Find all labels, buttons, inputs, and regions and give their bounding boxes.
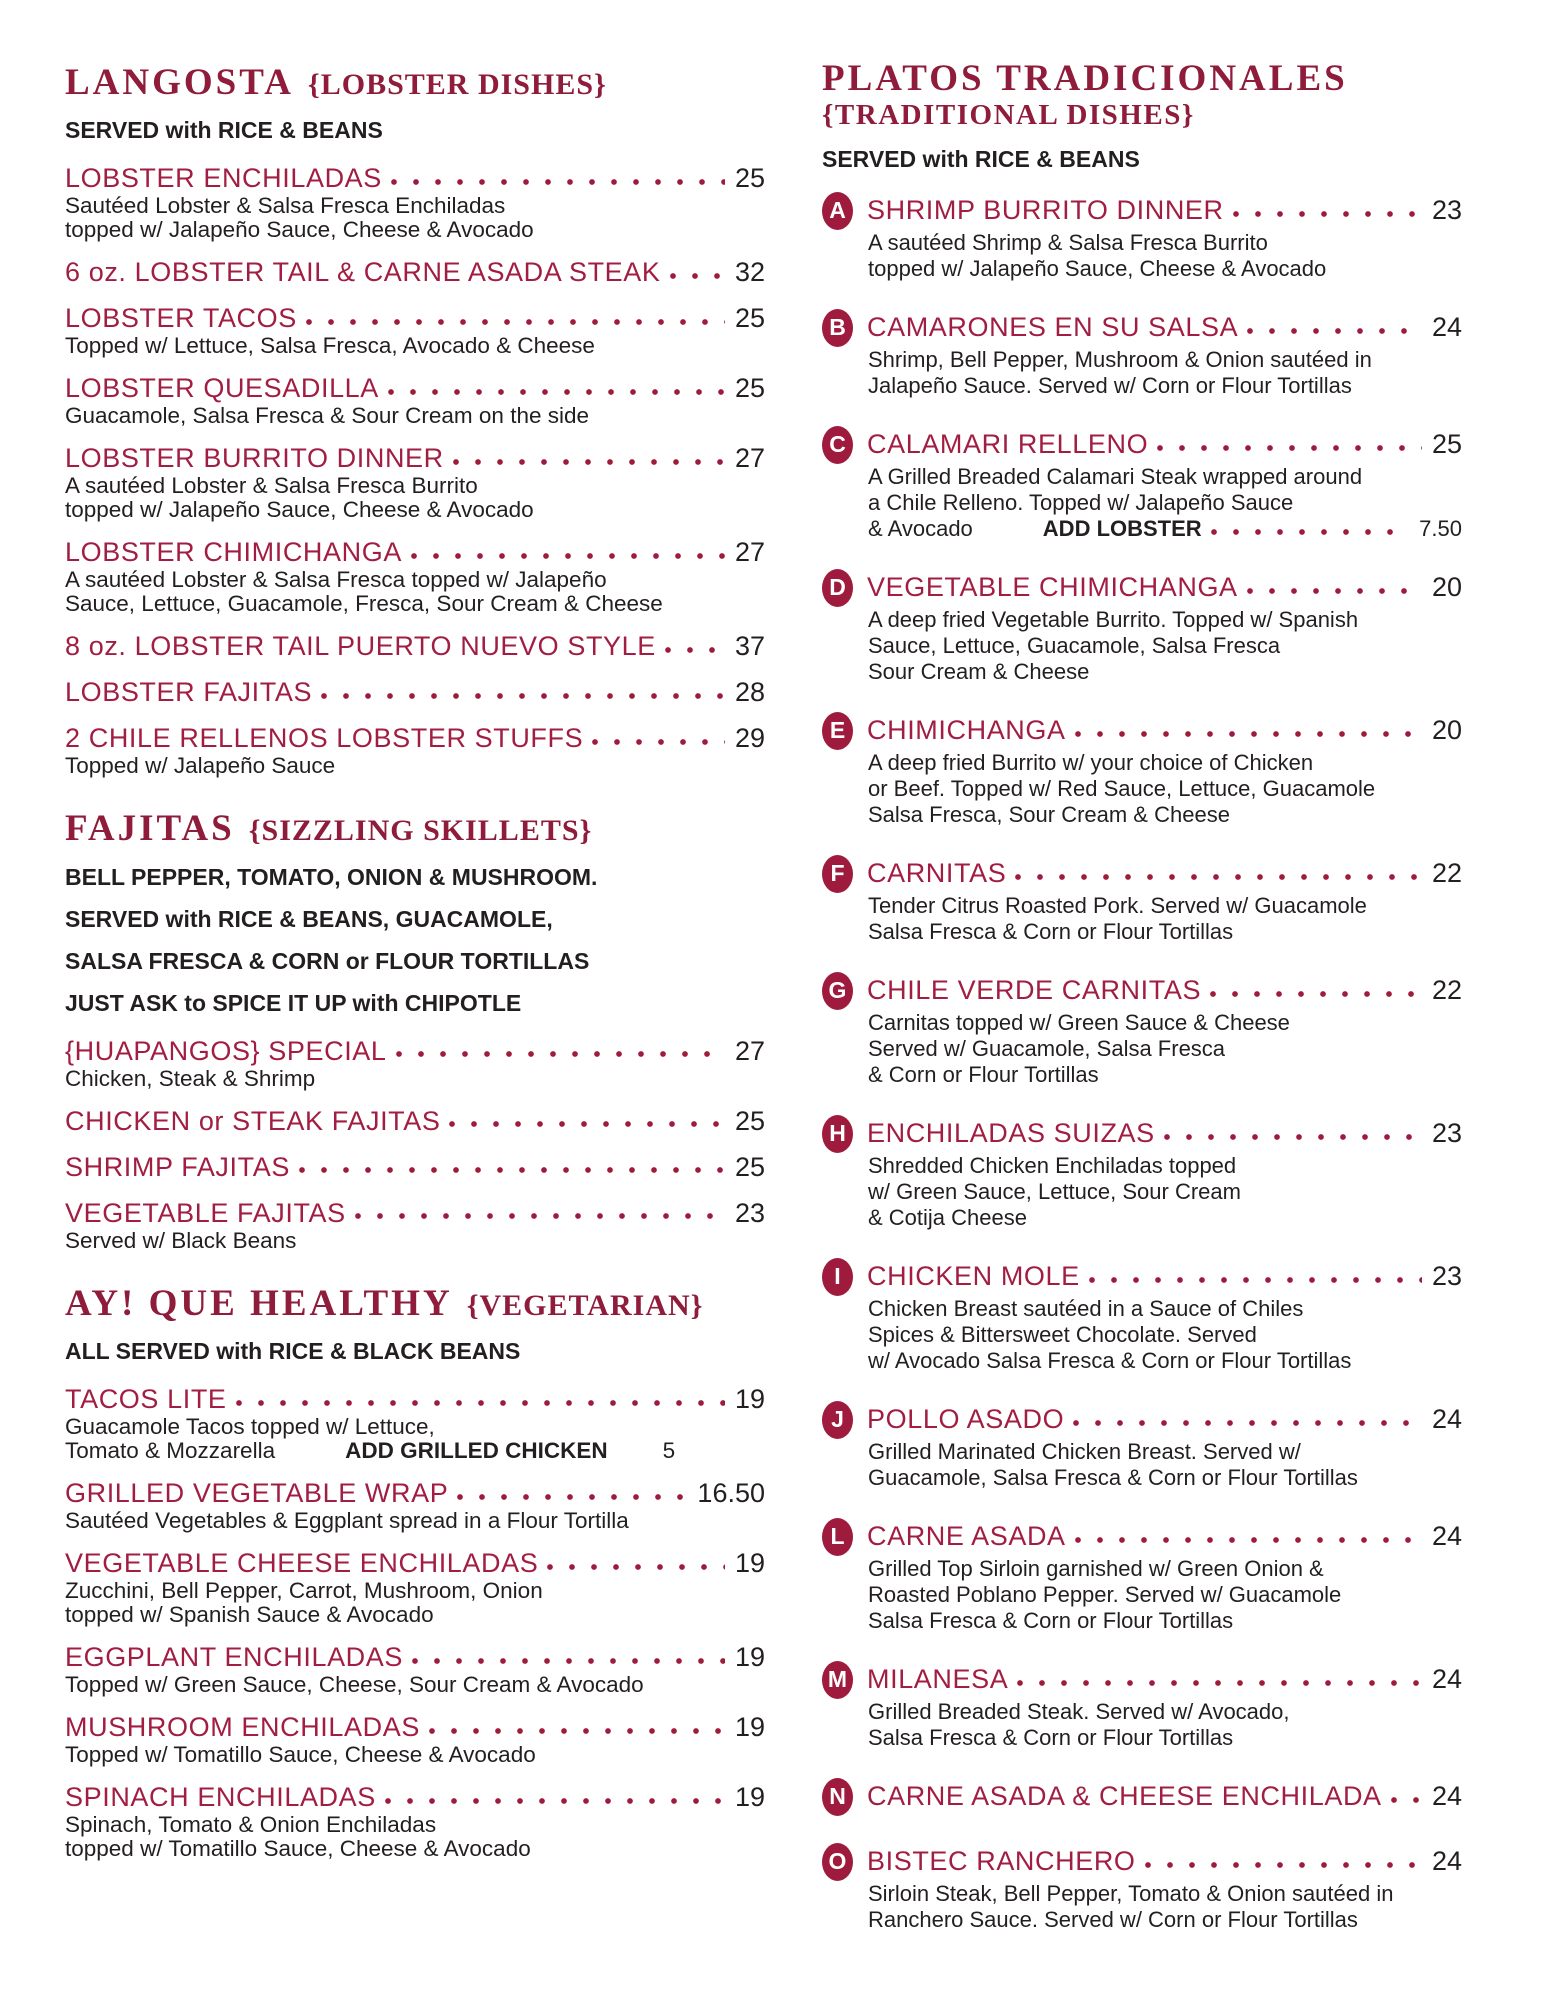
item-name: LOBSTER QUESADILLA [65, 373, 379, 404]
item-description-line: Topped w/ Lettuce, Salsa Fresca, Avocado & Cheese [65, 333, 595, 359]
item-description-line: Sour Cream & Cheese [868, 658, 1090, 684]
dot-leader [1074, 730, 1422, 738]
item-price: 19 [734, 1642, 765, 1673]
section-title: FAJITAS [65, 808, 235, 850]
menu-section [65, 808, 765, 1252]
item-name: LOBSTER BURRITO DINNER [65, 443, 444, 474]
item-price: 25 [734, 373, 765, 404]
item-description-line: topped w/ Jalapeño Sauce, Cheese & Avocado [868, 255, 1327, 281]
section-note: JUST ASK to SPICE IT UP with CHIPOTLE [65, 989, 522, 1016]
section-items [822, 192, 1462, 1933]
menu-item [65, 1106, 765, 1137]
dot-leader [1156, 444, 1422, 452]
item-description-line: Grilled Breaded Steak. Served w/ Avocado, [868, 1698, 1290, 1724]
item-description-line: A deep fried Vegetable Burrito. Topped w/ Spanish [868, 606, 1359, 632]
item-price: 25 [734, 303, 765, 334]
item-description-line: Guacamole, Salsa Fresca & Corn or Flour Tortillas [868, 1464, 1358, 1490]
item-description-line: Salsa Fresca, Sour Cream & Cheese [868, 801, 1230, 827]
item-name-row [65, 1548, 765, 1579]
menu-item [65, 1478, 765, 1533]
item-name-row [65, 303, 765, 334]
item-letter-badge: B [822, 309, 853, 347]
item-name: LOBSTER CHIMICHANGA [65, 537, 402, 568]
section-note: SALSA FRESCA & CORN or FLOUR TORTILLAS [65, 947, 590, 974]
item-price: 22 [1431, 975, 1462, 1006]
menu-section [65, 62, 765, 778]
item-description-line: A sautéed Lobster & Salsa Fresca topped w/ Jalapeño [65, 567, 607, 593]
item-description-line: Served w/ Guacamole, Salsa Fresca [868, 1035, 1226, 1061]
item-description-line: & Cotija Cheese [868, 1204, 1027, 1230]
item-price: 27 [734, 1035, 765, 1066]
section-note: SERVED with RICE & BEANS, GUACAMOLE, [65, 905, 553, 932]
addon-label: ADD GRILLED CHICKEN [345, 1438, 608, 1464]
item-name-row [65, 1712, 765, 1743]
item-description-line: topped w/ Tomatillo Sauce, Cheese & Avocado [65, 1836, 531, 1862]
dot-leader [1144, 1861, 1422, 1869]
item-price: 23 [1431, 1118, 1462, 1149]
item-name-row [65, 537, 765, 568]
dot-leader [1232, 210, 1422, 218]
dot-leader [411, 1657, 725, 1665]
dot-leader [395, 1050, 725, 1058]
item-description-line: Salsa Fresca & Corn or Flour Tortillas [868, 1724, 1234, 1750]
item-price: 24 [1431, 312, 1462, 343]
item-name-row [822, 1843, 1462, 1881]
dot-leader [1163, 1133, 1422, 1141]
item-name: SPINACH ENCHILADAS [65, 1782, 376, 1813]
item-name: CHICKEN MOLE [867, 1261, 1080, 1292]
item-price: 23 [1431, 195, 1462, 226]
item-description-line: Topped w/ Tomatillo Sauce, Cheese & Avocado [65, 1742, 536, 1768]
dot-leader [1246, 327, 1422, 335]
section-subtitle: {TRADITIONAL DISHES} [822, 99, 1195, 132]
item-description-line: Guacamole Tacos topped w/ Lettuce, [65, 1414, 435, 1440]
item-name: MUSHROOM ENCHILADAS [65, 1712, 420, 1743]
dot-leader [456, 1493, 687, 1501]
item-name-row [822, 1778, 1462, 1816]
item-price: 29 [734, 723, 765, 754]
menu-item [65, 1712, 765, 1767]
menu-item [65, 303, 765, 358]
item-price: 25 [1431, 429, 1462, 460]
item-description-line: Topped w/ Green Sauce, Cheese, Sour Cream & Avocado [65, 1672, 644, 1698]
item-letter-badge: C [822, 426, 853, 464]
item-name: 8 oz. LOBSTER TAIL PUERTO NUEVO STYLE [65, 631, 656, 662]
right-column [822, 58, 1462, 1963]
item-price: 23 [1431, 1261, 1462, 1292]
item-description-line: Grilled Marinated Chicken Breast. Served w/ [868, 1438, 1301, 1464]
item-name-row [65, 1384, 765, 1415]
item-letter-badge: L [822, 1518, 853, 1556]
item-letter-badge: N [822, 1778, 853, 1816]
section-title: AY! QUE HEALTHY [65, 1282, 453, 1324]
menu-item [822, 1401, 1462, 1491]
item-description-line: Ranchero Sauce. Served w/ Corn or Flour Tortillas [868, 1906, 1358, 1932]
item-description-line: Sautéed Vegetables & Eggplant spread in a Flour Tortilla [65, 1508, 629, 1534]
item-letter-badge: E [822, 712, 853, 750]
item-description-line: Shrimp, Bell Pepper, Mushroom & Onion sautéed in [868, 346, 1372, 372]
item-name: LOBSTER FAJITAS [65, 677, 313, 708]
item-name-row [822, 309, 1462, 347]
addon-pre-text: Tomato & Mozzarella [65, 1438, 276, 1464]
dot-leader [1209, 990, 1422, 998]
item-price: 24 [1431, 1781, 1462, 1812]
dot-leader [305, 318, 725, 326]
section-heading [65, 1283, 765, 1324]
menu-item [822, 1258, 1462, 1374]
item-name: SHRIMP BURRITO DINNER [867, 195, 1224, 226]
dot-leader [235, 1399, 725, 1407]
item-price: 19 [734, 1782, 765, 1813]
item-name: 6 oz. LOBSTER TAIL & CARNE ASADA STEAK [65, 257, 661, 288]
section-heading [65, 808, 765, 849]
section-heading [65, 62, 765, 103]
dot-leader [384, 1797, 725, 1805]
item-price: 25 [734, 163, 765, 194]
menu-item [65, 373, 765, 428]
section-heading [822, 58, 1462, 132]
item-addon-row [868, 516, 1462, 542]
item-price: 19 [734, 1384, 765, 1415]
item-description-line: topped w/ Jalapeño Sauce, Cheese & Avocado [65, 217, 534, 243]
item-description-line: w/ Avocado Salsa Fresca & Corn or Flour Tortillas [868, 1347, 1352, 1373]
menu-item [65, 443, 765, 522]
item-price: 23 [734, 1197, 765, 1228]
menu-item [65, 163, 765, 242]
section-title: PLATOS TRADICIONALES [822, 58, 1348, 99]
item-name: {HUAPANGOS} SPECIAL [65, 1035, 387, 1066]
section-items [65, 163, 765, 778]
dot-leader [410, 552, 725, 560]
menu-item [65, 1384, 765, 1463]
item-name-row [822, 569, 1462, 607]
item-name-row [65, 443, 765, 474]
item-price: 27 [734, 443, 765, 474]
addon-pre-text: & Avocado [868, 515, 973, 541]
dot-leader [387, 388, 725, 396]
item-letter-badge: M [822, 1661, 853, 1699]
item-description-line: A sautéed Lobster & Salsa Fresca Burrito [65, 473, 478, 499]
item-name-row [65, 1642, 765, 1673]
item-description-line: Roasted Poblano Pepper. Served w/ Guacamole [868, 1581, 1342, 1607]
item-name: LOBSTER TACOS [65, 303, 297, 334]
item-price: 20 [1431, 715, 1462, 746]
item-name: CHILE VERDE CARNITAS [867, 975, 1202, 1006]
item-name-row [822, 1115, 1462, 1153]
item-name: POLLO ASADO [867, 1404, 1065, 1435]
item-description-line: Sautéed Lobster & Salsa Fresca Enchiladas [65, 193, 506, 219]
item-name: TACOS LITE [65, 1384, 227, 1415]
dot-leader [669, 272, 725, 280]
menu-item [65, 1642, 765, 1697]
menu-item [65, 1548, 765, 1627]
item-price: 37 [734, 631, 765, 662]
dot-leader [354, 1212, 725, 1220]
menu-item [822, 972, 1462, 1088]
item-description-line: Carnitas topped w/ Green Sauce & Cheese [868, 1009, 1290, 1035]
menu-item [65, 1036, 765, 1091]
dot-leader [1246, 587, 1422, 595]
item-price: 24 [1431, 1404, 1462, 1435]
item-letter-badge: D [822, 569, 853, 607]
item-name: CARNITAS [867, 858, 1007, 889]
section-items [65, 1036, 765, 1253]
menu-item [65, 1782, 765, 1861]
item-name: EGGPLANT ENCHILADAS [65, 1642, 403, 1673]
item-price: 24 [1431, 1521, 1462, 1552]
menu-item [65, 1198, 765, 1253]
item-letter-badge: A [822, 192, 853, 230]
item-name: CARNE ASADA & CHEESE ENCHILADA [867, 1781, 1382, 1812]
item-description-line: Zucchini, Bell Pepper, Carrot, Mushroom, Onion [65, 1578, 543, 1604]
item-description-line: Sauce, Lettuce, Guacamole, Fresca, Sour Cream & Cheese [65, 591, 663, 617]
left-column [65, 62, 765, 1891]
item-description-line: Chicken Breast sautéed in a Sauce of Chiles [868, 1295, 1304, 1321]
item-name-row [822, 1258, 1462, 1296]
item-name-row [822, 192, 1462, 230]
section-subtitle: {LOBSTER DISHES} [307, 68, 607, 101]
item-name-row [65, 1106, 765, 1137]
menu-item [65, 1152, 765, 1183]
item-price: 22 [1431, 858, 1462, 889]
dot-leader [390, 178, 725, 186]
item-price: 32 [734, 257, 765, 288]
item-name: MILANESA [867, 1664, 1009, 1695]
menu-item [822, 1661, 1462, 1751]
dot-leader [320, 692, 725, 700]
item-name-row [65, 677, 765, 708]
item-description-line: Chicken, Steak & Shrimp [65, 1065, 316, 1091]
dot-leader [448, 1120, 724, 1128]
item-description-line: Salsa Fresca & Corn or Flour Tortillas [868, 1607, 1234, 1633]
item-description-line: A Grilled Breaded Calamari Steak wrapped around [868, 463, 1363, 489]
item-description-line: Jalapeño Sauce. Served w/ Corn or Flour Tortillas [868, 372, 1352, 398]
menu-item [822, 569, 1462, 685]
item-description-line: topped w/ Jalapeño Sauce, Cheese & Avocado [65, 497, 534, 523]
item-name-row [65, 163, 765, 194]
dot-leader [664, 646, 725, 654]
addon-label: ADD LOBSTER [1042, 515, 1202, 541]
menu-item [822, 712, 1462, 828]
dot-leader [1016, 1679, 1422, 1687]
section-subtitle: {VEGETARIAN} [466, 1288, 704, 1322]
menu-item [65, 537, 765, 616]
item-name-row [65, 1198, 765, 1229]
item-description-line: a Chile Relleno. Topped w/ Jalapeño Sauce [868, 489, 1294, 515]
menu-item [65, 257, 765, 288]
section-subtitle: {SIZZLING SKILLETS} [248, 814, 593, 848]
item-price: 16.50 [697, 1478, 765, 1509]
addon-price: 7.50 [1419, 515, 1462, 541]
item-description-line: Served w/ Black Beans [65, 1227, 297, 1253]
item-price: 25 [734, 1105, 765, 1136]
item-price: 24 [1431, 1846, 1462, 1877]
item-letter-badge: O [822, 1843, 853, 1881]
item-description-line: Shredded Chicken Enchiladas topped [868, 1152, 1237, 1178]
item-name: ENCHILADAS SUIZAS [867, 1118, 1155, 1149]
item-price: 19 [734, 1712, 765, 1743]
dot-leader [452, 458, 725, 466]
item-description-line: Topped w/ Jalapeño Sauce [65, 753, 336, 779]
item-name: LOBSTER ENCHILADAS [65, 163, 382, 194]
item-name-row [65, 373, 765, 404]
section-items [65, 1384, 765, 1861]
item-name-row [822, 426, 1462, 464]
menu-item [822, 1518, 1462, 1634]
item-price: 25 [734, 1151, 765, 1182]
menu-item [822, 1115, 1462, 1231]
item-letter-badge: F [822, 855, 853, 893]
menu-item [822, 309, 1462, 399]
item-description-line: or Beef. Topped w/ Red Sauce, Lettuce, Guacamole [868, 775, 1376, 801]
item-description-line: Tender Citrus Roasted Pork. Served w/ Guacamole [868, 892, 1367, 918]
item-addon-row [65, 1439, 765, 1463]
dot-leader [1072, 1419, 1422, 1427]
item-description-line: Spinach, Tomato & Onion Enchiladas [65, 1812, 437, 1838]
section-note: SERVED with RICE & BEANS [822, 145, 1140, 172]
menu-item [822, 192, 1462, 282]
section-note: BELL PEPPER, TOMATO, ONION & MUSHROOM. [65, 863, 598, 890]
menu-item [65, 631, 765, 662]
item-name: SHRIMP FAJITAS [65, 1151, 290, 1182]
item-price: 20 [1431, 572, 1462, 603]
item-name-row [65, 631, 765, 662]
item-description-line: w/ Green Sauce, Lettuce, Sour Cream [868, 1178, 1241, 1204]
section-title: LANGOSTA [65, 62, 294, 103]
item-name-row [65, 1152, 765, 1183]
menu-item [822, 426, 1462, 542]
item-name: 2 CHILE RELLENOS LOBSTER STUFFS [65, 723, 584, 754]
section-note: ALL SERVED with RICE & BLACK BEANS [65, 1338, 521, 1365]
item-price: 24 [1431, 1664, 1462, 1695]
item-description-line: Salsa Fresca & Corn or Flour Tortillas [868, 918, 1234, 944]
item-name-row [822, 855, 1462, 893]
item-description-line: A deep fried Burrito w/ your choice of Chicken [868, 749, 1314, 775]
item-letter-badge: J [822, 1401, 853, 1439]
item-letter-badge: H [822, 1115, 853, 1153]
item-description-line: Grilled Top Sirloin garnished w/ Green Onion & [868, 1555, 1324, 1581]
item-name: BISTEC RANCHERO [867, 1846, 1136, 1877]
item-name: CAMARONES EN SU SALSA [867, 312, 1239, 343]
item-name: CALAMARI RELLENO [867, 429, 1149, 460]
item-name: CARNE ASADA [867, 1521, 1066, 1552]
item-name: GRILLED VEGETABLE WRAP [65, 1478, 449, 1509]
item-name-row [65, 1782, 765, 1813]
dot-leader [1074, 1536, 1422, 1544]
item-name-row [65, 257, 765, 288]
menu-item [822, 855, 1462, 945]
menu-section [65, 1283, 765, 1861]
item-name-row [822, 1661, 1462, 1699]
item-name-row [822, 1518, 1462, 1556]
dot-leader [591, 738, 725, 746]
menu-section [822, 58, 1462, 1933]
dot-leader [298, 1166, 725, 1174]
section-note: SERVED with RICE & BEANS [65, 117, 383, 144]
item-price: 27 [734, 537, 765, 568]
item-name-row [65, 1036, 765, 1067]
menu-item [822, 1843, 1462, 1933]
item-name-row [65, 1478, 765, 1509]
item-description-line: Sirloin Steak, Bell Pepper, Tomato & Onion sautéed in [868, 1880, 1394, 1906]
dot-leader [1088, 1276, 1422, 1284]
item-description-line: & Corn or Flour Tortillas [868, 1061, 1099, 1087]
item-name: VEGETABLE FAJITAS [65, 1197, 346, 1228]
addon-price: 5 [662, 1438, 676, 1464]
dot-leader [428, 1727, 725, 1735]
item-price: 28 [734, 677, 765, 708]
item-letter-badge: G [822, 972, 853, 1010]
item-name-row [822, 972, 1462, 1010]
item-description-line: Spices & Bittersweet Chocolate. Served [868, 1321, 1257, 1347]
item-name: CHICKEN or STEAK FAJITAS [65, 1105, 441, 1136]
item-description-line: Guacamole, Salsa Fresca & Sour Cream on the side [65, 403, 589, 429]
dot-leader [1210, 528, 1409, 536]
item-description-line: Sauce, Lettuce, Guacamole, Salsa Fresca [868, 632, 1281, 658]
item-name: CHIMICHANGA [867, 715, 1066, 746]
item-letter-badge: I [822, 1258, 853, 1296]
item-name: VEGETABLE CHEESE ENCHILADAS [65, 1548, 539, 1579]
item-name-row [822, 712, 1462, 750]
dot-leader [546, 1563, 725, 1571]
item-description-line: A sautéed Shrimp & Salsa Fresca Burrito [868, 229, 1268, 255]
dot-leader [1390, 1796, 1422, 1804]
menu-item [822, 1778, 1462, 1816]
item-price: 19 [734, 1548, 765, 1579]
dot-leader [1014, 873, 1422, 881]
item-name-row [65, 723, 765, 754]
menu-item [65, 723, 765, 778]
menu-item [65, 677, 765, 708]
item-name-row [822, 1401, 1462, 1439]
item-name: VEGETABLE CHIMICHANGA [867, 572, 1238, 603]
item-description-line: topped w/ Spanish Sauce & Avocado [65, 1602, 434, 1628]
